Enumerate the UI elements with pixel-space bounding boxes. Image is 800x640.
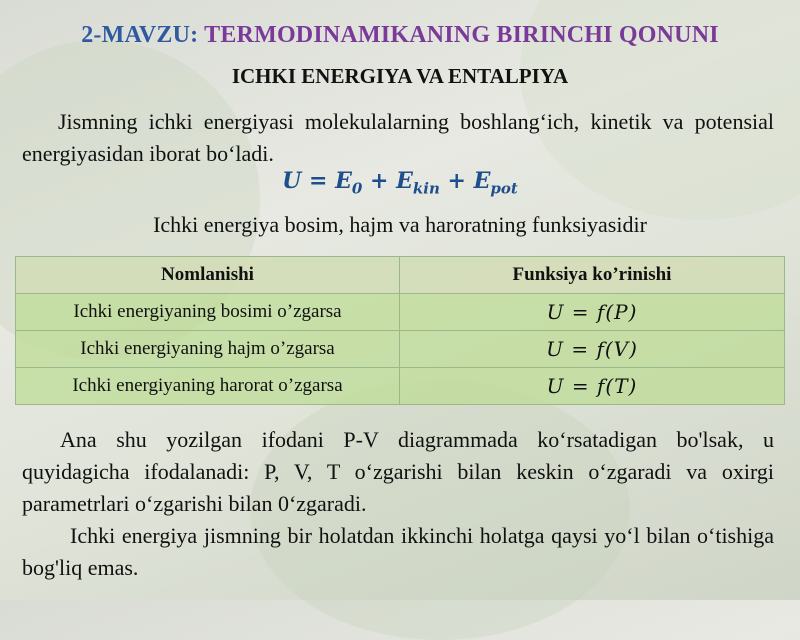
formula-plus-pot: + E — [439, 168, 491, 194]
table-header-name: Nomlanishi — [16, 257, 400, 294]
pv-diagram-paragraph: Ana shu yozilgan ifodani P-V diagrammada ko‘rsatadigan bo'lsak, u quyidagicha ifodalanadi: P, V, T o‘zgarishi bilan keskin o‘zgaradi va oxirgi parametrlari o‘zgarishi bilan 0‘zgaradi. — [22, 427, 774, 516]
table-cell-function: U = f(T) — [400, 368, 785, 405]
formula-subscript-0: 0 — [351, 179, 363, 198]
function-statement: Ichki energiya bosim, hajm va haroratning funksiyasidir — [153, 212, 647, 237]
table-cell-name: Ichki energiyaning hajm o’zgarsa — [16, 331, 400, 368]
slide-title — [0, 22, 800, 49]
intro-paragraph: Jismning ichki energiyasi molekulalarning boshlang‘ich, kinetik va potensial energiyasidan iborat bo‘ladi. — [22, 109, 774, 166]
function-table — [15, 256, 785, 405]
formula-lhs: U = E — [282, 168, 352, 194]
title-prefix: 2-MAVZU: — [81, 22, 199, 48]
table-cell-function: U = f(P) — [400, 294, 785, 331]
title-main: TERMODINAMIKANING BIRINCHI QONUNI — [204, 22, 719, 48]
table-row — [16, 331, 785, 368]
formula-subscript-pot: pot — [490, 179, 518, 198]
table-cell-function: U = f(V) — [400, 331, 785, 368]
path-independence-paragraph: Ichki energiya jismning bir holatdan ikkinchi holatga qaysi yo‘l bilan o‘tishiga bog'liq emas. — [22, 523, 774, 580]
slide-subtitle: ICHKI ENERGIYA VA ENTALPIYA — [231, 64, 569, 88]
table-row — [16, 294, 785, 331]
table-header-row — [16, 257, 785, 294]
table-header-function: Funksiya ko’rinishi — [400, 257, 785, 294]
formula-subscript-kin: kin — [412, 179, 440, 198]
table-cell-name: Ichki energiyaning bosimi o’zgarsa — [16, 294, 400, 331]
table-cell-name: Ichki energiyaning harorat o’zgarsa — [16, 368, 400, 405]
table-row — [16, 368, 785, 405]
formula-plus-kin: + E — [362, 168, 413, 194]
internal-energy-formula — [0, 168, 800, 197]
